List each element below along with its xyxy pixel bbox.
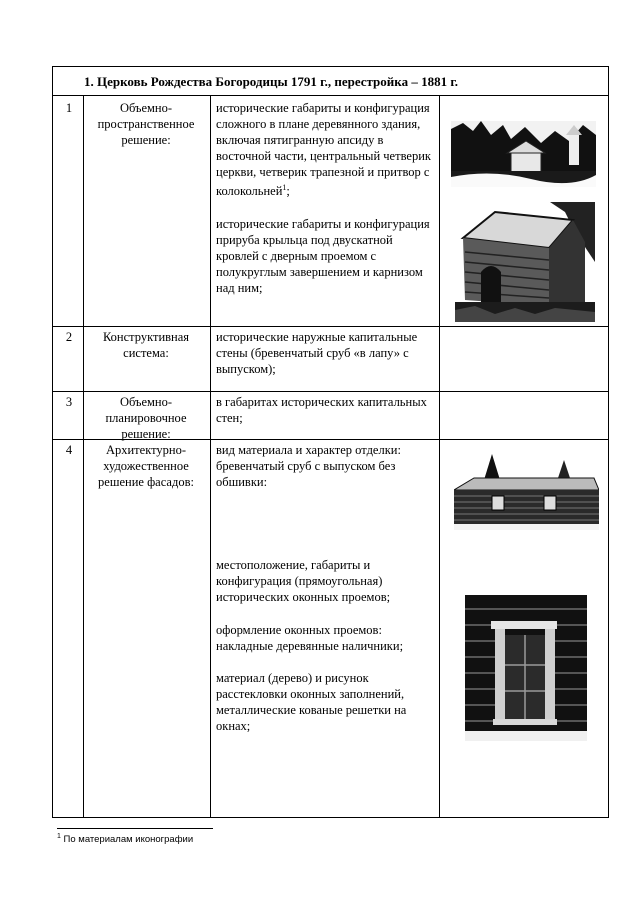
footnote-separator [57,828,213,829]
row-number: 2 [65,330,73,344]
row-title: Объемно-планировочное решение: [105,395,187,441]
row-text: материал (дерево) и рисунок расстекловки оконных заполнений, металлические кованые решетки на окнах; [216,671,407,733]
column-divider [83,96,84,818]
row-divider [52,391,609,392]
log-wall-photo [454,450,599,530]
row-text: местоположение, габариты и конфигурация (прямоугольная) исторических оконных проемов; [216,558,391,604]
window-photo [465,595,587,741]
row-title: Объемно-пространственное решение: [97,101,195,147]
row-text: в габаритах исторических капитальных стен; [216,395,427,425]
row-number: 4 [65,443,73,457]
column-divider [439,96,440,818]
row-number: 3 [65,395,73,409]
row-text: исторические наружные капитальные стены (бревенчатый сруб «в лапу» с выпуском); [216,330,418,376]
row-text [216,100,436,296]
porch-photo [455,202,595,322]
footnote-mark: 1 [57,833,61,840]
row-number: 1 [65,101,73,115]
footnote [57,833,193,845]
row-text: вид материала и характер отделки: бревенчатый сруб с выпуском без обшивки: [216,443,401,489]
row-divider [52,326,609,327]
row-title: Конструктивная система: [102,330,190,360]
table-title: 1. Церковь Рождества Богородицы 1791 г., перестройка – 1881 г. [52,66,609,96]
footnote-text: По материалам иконографии [63,834,194,846]
row-text: оформление оконных проемов: накладные деревянные наличники; [216,623,404,653]
column-divider [210,96,211,818]
footnote-ref: 1 [282,183,287,192]
paragraph: исторические габариты и конфигурация сложного в плане деревянного здания, включая пятигранную апсиду в восточной части, центральный четверик церкви, четверик трапезной и притвор с колокольней$^1$; [216,101,431,199]
paragraph: исторические габариты и конфигурация прируба крыльца под двускатной кровлей с дверным проемом с полукруглым завершением и карнизом над ним; [216,217,430,296]
church-photo [451,121,596,187]
row-title: Архитектурно-художественное решение фасадов: [98,443,194,489]
